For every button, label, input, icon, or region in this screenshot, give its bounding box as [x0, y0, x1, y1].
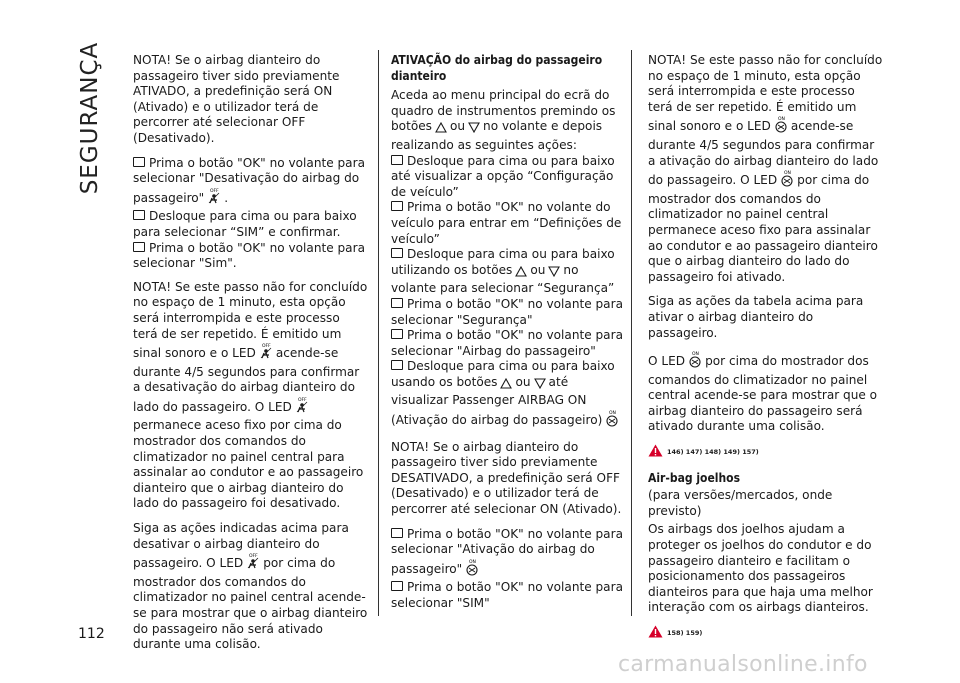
airbag-on-icon-text: ON: [692, 352, 699, 358]
airbag-off-icon-text: OFF: [210, 188, 219, 194]
warning-references: [648, 444, 883, 462]
airbag-on-icon: [605, 409, 619, 432]
step-item: Prima o botão "OK" no volante para selecionar "Ativação do airbag do passageiro" ON: [391, 527, 623, 581]
step-bullet-icon: [391, 248, 403, 258]
note-paragraph: NOTA! Se este passo não for concluído no espaço de 1 minuto, esta opção será interrompida e este processo terá de ser repetido. É emitido um sinal sonoro e o LED OFF acende-se durante 4/5 segundos para confirmar a desativação do airbag dianteiro do lado do passageiro. O LED OFF permanece aceso fixo por cima do mostrador dos comandos do climatizador no painel central para assinalar ao condutor e ao passageiro dianteiro que o airbag dianteiro do lado do passageiro foi desativado.: [133, 279, 368, 511]
step-bullet-icon: [391, 581, 403, 591]
step-item: Prima o botão "OK" no volante para selecionar "SIM": [391, 580, 623, 610]
step-bullet-icon: [391, 201, 403, 211]
body-paragraph: Os airbags dos joelhos ajudam a proteger os joelhos do condutor e do passageiro dianteiro e facilitam o posicionamento dos passageiros dianteiros para que haja uma melhor interação com os airbags dianteiros.: [648, 522, 873, 615]
airbag-on-icon-text: ON: [609, 411, 617, 417]
watermark-text: carmanualsonline.info: [618, 652, 868, 677]
step-bullet-icon: [133, 242, 145, 252]
column-divider-2: [631, 50, 632, 616]
warning-refs-text: 146) 147) 148) 149) 157): [667, 448, 759, 457]
page-number: 112: [78, 626, 105, 642]
airbag-on-icon: [780, 169, 794, 192]
section-heading: ATIVAÇÃO do airbag do passageiro dianteiro: [391, 53, 603, 83]
note-paragraph: NOTA! Se o airbag dianteiro do passageiro tiver sido previamente DESATIVADO, a predefinição será OFF (Desativado) e o utilizador terá de percorrer até selecionar ON (Ativado).: [391, 439, 622, 517]
warning-references: [648, 625, 883, 643]
column-divider-1: [378, 50, 379, 616]
airbag-on-icon: [774, 115, 788, 138]
step-item: Desloque para cima ou para baixo até visualizar a opção “Configuração de veículo”: [391, 153, 615, 199]
airbag-off-icon-text: OFF: [261, 344, 271, 350]
step-item: Desloque para cima ou para baixo para selecionar “SIM” e confirmar.: [133, 209, 357, 239]
step-item: Desloque para cima ou para baixo utilizando os botões ou no volante para selecionar “Segurança”: [391, 247, 615, 296]
step-bullet-icon: [133, 210, 145, 220]
body-paragraph: Siga as ações da tabela acima para ativar o airbag dianteiro do passageiro.: [648, 294, 864, 340]
body-paragraph: Aceda ao menu principal do ecrã do quadro de instrumentos premindo os botões ou no volante e depois realizando as seguintes ações:: [391, 88, 616, 152]
airbag-on-icon-text: ON: [777, 117, 785, 123]
airbag-off-icon-text: OFF: [297, 397, 307, 403]
note-paragraph: NOTA! Se o airbag dianteiro do passageiro tiver sido previamente ATIVADO, a predefinição será ON (Ativado) e o utilizador terá de percorrer até selecionar OFF (Desativado).: [133, 53, 340, 145]
airbag-on-icon: [688, 350, 702, 373]
warning-triangle-icon: [648, 444, 663, 462]
airbag-on-icon-text: ON: [784, 171, 792, 177]
subheading: (para versões/mercados, onde previsto): [648, 488, 833, 518]
step-item: Prima o botão "OK" no volante para selecionar "Segurança": [391, 296, 623, 327]
airbag-off-icon-text: OFF: [249, 554, 258, 560]
side-section-title: SEGURANÇA: [77, 41, 103, 195]
step-item: Prima o botão "OK" no volante do veículo para entrar em “Definições de veículo”: [391, 200, 622, 246]
airbag-on-icon: [465, 558, 479, 581]
arrow-down-button-icon: [468, 122, 480, 138]
airbag-off-icon: [207, 187, 221, 210]
step-bullet-icon: [391, 360, 403, 370]
airbag-off-icon: [295, 396, 309, 419]
note-paragraph: NOTA! Se este passo não for concluído no espaço de 1 minuto, esta opção será interrompida e este processo terá de ser repetido. É emitido um sinal sonoro e o LED ON acende-se durante 4/5 segundos para confirmar a ativação do airbag dianteiro do lado do passageiro. O LED ON por cima do mostrador dos comandos do climatizador no painel central permanece aceso fixo para assinalar ao condutor e ao passageiro dianteiro que o airbag dianteiro do lado do passageiro foi ativado.: [648, 53, 883, 284]
column-3: [648, 53, 883, 652]
arrow-up-button-icon: [500, 378, 512, 394]
warning-refs-text: 158) 159): [667, 629, 703, 637]
column-1: [133, 53, 368, 662]
step-bullet-icon: [391, 155, 403, 165]
step-item: Desloque para cima ou para baixo usando os botões ou até visualizar Passenger AIRBAG ON (Ativação do airbag do passageiro) ON: [391, 359, 623, 431]
step-bullet-icon: [391, 528, 403, 538]
column-2: [391, 53, 623, 612]
warning-triangle-icon: [648, 625, 663, 643]
airbag-off-icon: [246, 552, 260, 575]
airbag-off-icon: [259, 342, 273, 365]
step-item: Prima o botão "OK" no volante para selecionar "Sim".: [133, 240, 365, 271]
step-item: Prima o botão "OK" no volante para selecionar "Airbag do passageiro": [391, 328, 623, 358]
body-paragraph: O LED ON por cima do mostrador dos comandos do climatizador no painel central acende-se para mostrar que o airbag dianteiro do passageiro será ativado durante uma colisão.: [648, 352, 878, 434]
step-item: Prima o botão "OK" no volante para selecionar "Desativação do airbag do passageiro" OFF .: [133, 156, 368, 210]
arrow-down-button-icon: [534, 378, 546, 394]
body-paragraph: Siga as ações indicadas acima para desativar o airbag dianteiro do passageiro. O LED OFF por cima do mostrador dos comandos do climatizador no painel central acende-se para mostrar que o airbag dianteiro do passageiro não será ativado durante uma colisão.: [133, 521, 368, 652]
section-heading: Air-bag joelhos: [648, 470, 741, 485]
step-bullet-icon: [391, 329, 403, 339]
arrow-up-button-icon: [515, 266, 527, 282]
arrow-up-button-icon: [435, 122, 447, 138]
arrow-down-button-icon: [548, 266, 560, 282]
step-bullet-icon: [391, 298, 403, 308]
airbag-on-icon-text: ON: [469, 559, 477, 565]
step-bullet-icon: [133, 157, 145, 167]
